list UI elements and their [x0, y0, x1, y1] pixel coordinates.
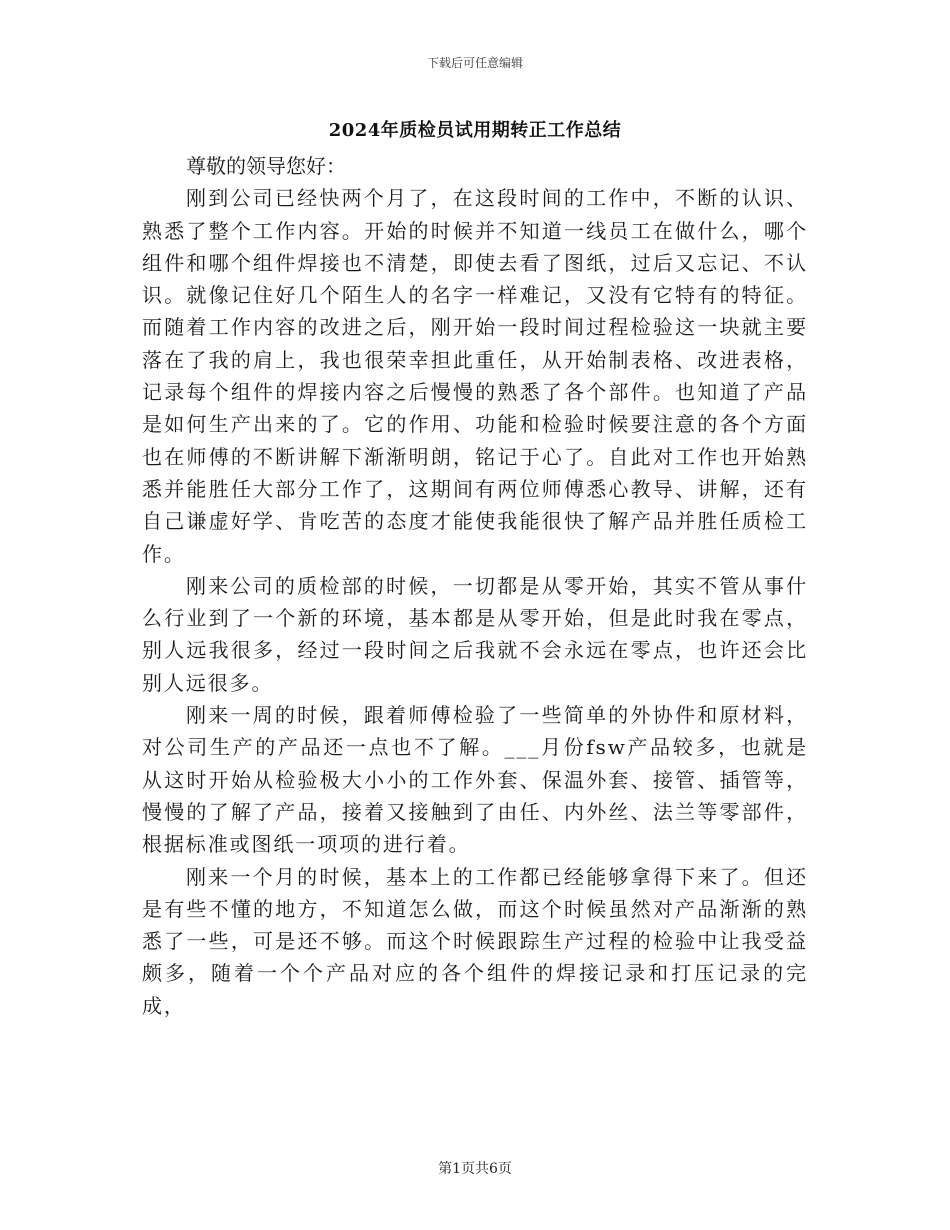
paragraph-3: 刚来一周的时候，跟着师傅检验了一些简单的外协件和原材料，对公司生产的产品还一点也不了解。___月份fsw产品较多，也就是从这时开始从检验极大小小的工作外套、保温外套、接管、插管等，慢慢的了解了产品，接着又接触到了由任、内外丝、法兰等零部件，根据标准或图纸一项项的进行着。 — [142, 703, 808, 857]
page-number-footer: 第1页共6页 — [438, 1161, 512, 1177]
paragraph-2: 刚来公司的质检部的时候，一切都是从零开始，其实不管从事什么行业到了一个新的环境，基本都是从零开始，但是此时我在零点，别人远我很多，经过一段时间之后我就不会永远在零点，也许还会比别人远很多。 — [142, 573, 808, 695]
paragraph-4: 刚来一个月的时候，基本上的工作都已经能够拿得下来了。但还是有些不懂的地方，不知道怎么做，而这个时候虽然对产品渐渐的熟悉了一些，可是还不够。而这个时候跟踪生产过程的检验中让我受益颇多，随着一个个产品对应的各个组件的焊接记录和打压记录的完成， — [142, 864, 808, 1018]
paragraph-1: 刚到公司已经快两个月了，在这段时间的工作中，不断的认识、熟悉了整个工作内容。开始的时候并不知道一线员工在做什么，哪个组件和哪个组件焊接也不清楚，即使去看了图纸，过后又忘记、不认识。就像记住好几个陌生人的名字一样难记，又没有它特有的特征。而随着工作内容的改进之后，刚开始一段时间过程检验这一块就主要落在了我的肩上，我也很荣幸担此重任，从开始制表格、改进表格，记录每个组件的焊接内容之后慢慢的熟悉了各个部件。也知道了产品是如何生产出来的了。它的作用、功能和检验时候要注意的各个方面也在师傅的不断讲解下渐渐明朗，铭记于心了。自此对工作也开始熟悉并能胜任大部分工作了，这期间有两位师傅悉心教导、讲解，还有自己谦虚好学、肯吃苦的态度才能使我能很快了解产品并胜任质检工作。 — [142, 186, 808, 566]
salutation: 尊敬的领导您好： — [186, 154, 346, 178]
header-note: 下载后可任意编辑 — [426, 56, 523, 70]
document-title: 2024年质检员试用期转正工作总结 — [328, 120, 622, 141]
document-body — [142, 150, 808, 1022]
